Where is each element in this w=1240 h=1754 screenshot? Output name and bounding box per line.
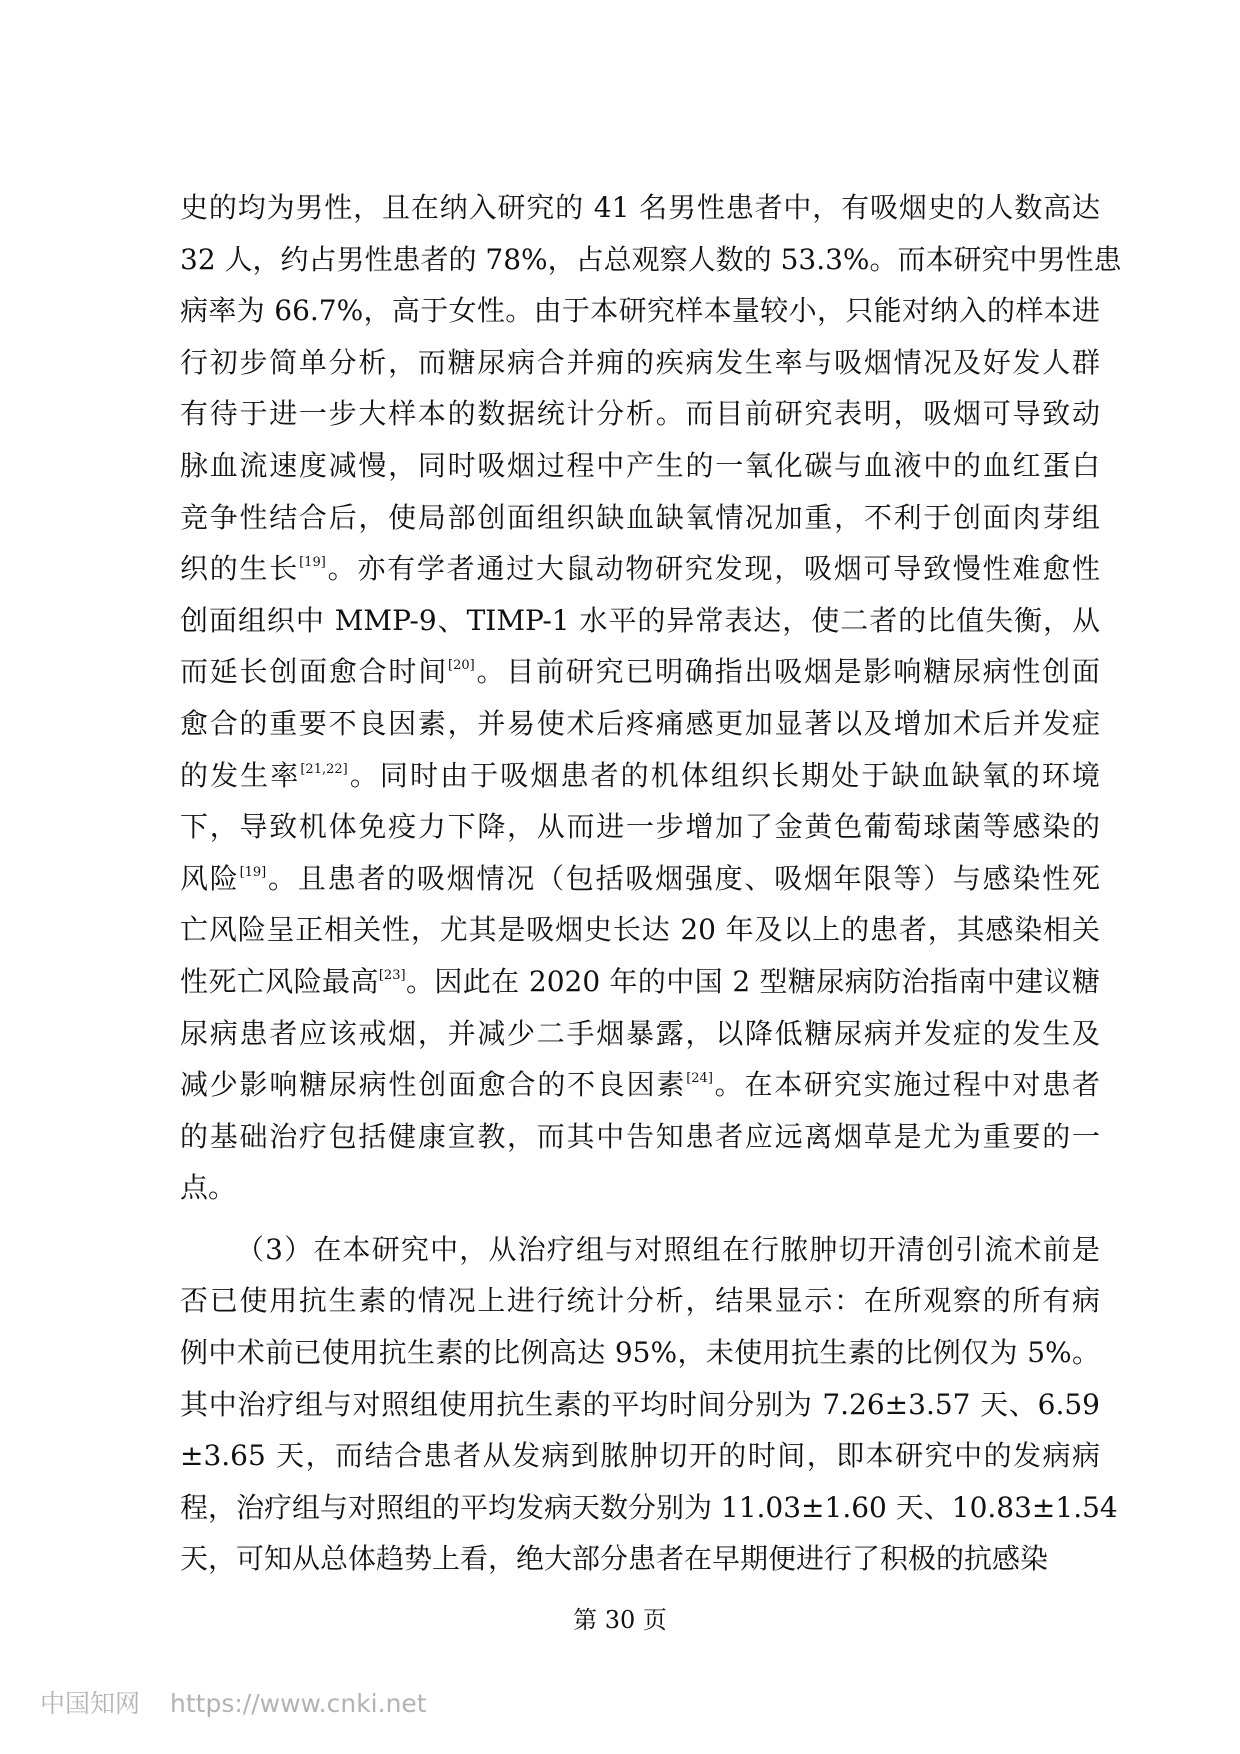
text-segment: 性死亡风险最高: [180, 964, 379, 998]
citation-ref: [24]: [686, 1071, 713, 1087]
paragraph-2: [180, 1224, 1118, 1585]
citation-ref: [20]: [448, 658, 475, 674]
text-line: 史的均为男性，且在纳入研究的 41 名男性患者中，有吸烟史的人数高达: [180, 191, 1100, 224]
paragraph-1: [180, 182, 1122, 1214]
paragraph-gap: [180, 1214, 1100, 1224]
text-line: [180, 750, 1100, 802]
text-segment: 而延长创面愈合时间: [180, 655, 448, 689]
text-segment: 的发生率: [180, 758, 301, 792]
text-line: 病率为 66.7%，高于女性。由于本研究样本量较小，只能对纳入的样本进: [180, 294, 1100, 328]
text-line: 亡风险呈正相关性，尤其是吸烟史长达 20 年及以上的患者，其感染相关: [180, 913, 1100, 947]
text-line: [180, 1059, 1100, 1111]
text-line: 点。: [180, 1171, 237, 1205]
text-line: 32 人，约占男性患者的 78%，占总观察人数的 53.3%。而本研究中男性患: [180, 242, 1122, 276]
text-line: 下，导致机体免疫力下降，从而进一步增加了金黄色葡萄球菌等感染的: [180, 810, 1100, 844]
citation-ref: [19]: [299, 555, 326, 571]
watermark-url: https://www.cnki.net: [170, 1689, 427, 1718]
text-segment: 。因此在 2020 年的中国 2 型糖尿病防治指南中建议糖: [405, 964, 1100, 998]
text-line: 创面组织中 MMP-9、TIMP-1 水平的异常表达，使二者的比值失衡，从: [180, 603, 1100, 637]
text-line: 有待于进一步大样本的数据统计分析。而目前研究表明，吸烟可导致动: [180, 397, 1100, 431]
text-line: [180, 853, 1100, 905]
watermark-brand: 中国知网: [40, 1689, 141, 1718]
text-line: [180, 646, 1100, 698]
text-segment: 。在本研究实施过程中对患者: [712, 1068, 1100, 1102]
text-segment: 织的生长: [180, 552, 300, 586]
text-segment: 。同时由于吸烟患者的机体组织长期处于缺血缺氧的环境: [347, 758, 1100, 792]
text-line: 否已使用抗生素的情况上进行统计分析，结果显示：在所观察的所有病: [180, 1284, 1100, 1318]
cnki-watermark: [40, 1684, 427, 1720]
text-segment: 。且患者的吸烟情况（包括吸烟强度、吸烟年限等）与感染性死: [266, 861, 1100, 895]
text-segment: 。目前研究已明确指出吸烟是影响糖尿病性创面: [474, 655, 1100, 689]
text-line: 愈合的重要不良因素，并易使术后疼痛感更加显著以及增加术后并发症: [180, 706, 1100, 740]
citation-ref: [23]: [378, 967, 406, 983]
citation-ref: [21,22]: [300, 761, 348, 777]
text-line: 尿病患者应该戒烟，并减少二手烟暴露，以降低糖尿病并发症的发生及: [180, 1016, 1100, 1050]
text-line: 竞争性结合后，使局部创面组织缺血缺氧情况加重，不利于创面肉芽组: [180, 500, 1100, 534]
text-line: （3）在本研究中，从治疗组与对照组在行脓肿切开清创引流术前是: [236, 1232, 1100, 1266]
citation-ref: [19]: [239, 864, 267, 880]
text-line: 其中治疗组与对照组使用抗生素的平均时间分别为 7.26±3.57 天、6.59: [180, 1387, 1100, 1421]
text-line: 例中术前已使用抗生素的比例高达 95%，未使用抗生素的比例仅为 5%。: [180, 1336, 1100, 1370]
text-line: 行初步简单分析，而糖尿病合并痈的疾病发生率与吸烟情况及好发人群: [180, 345, 1100, 379]
text-line: [180, 543, 1100, 595]
text-line: 的基础治疗包括健康宣教，而其中告知患者应远离烟草是尤为重要的一: [180, 1119, 1100, 1153]
text-segment: 减少影响糖尿病性创面愈合的不良因素: [180, 1068, 687, 1102]
text-segment: 。亦有学者通过大鼠动物研究发现，吸烟可导致慢性难愈性: [325, 552, 1100, 586]
body-text: [180, 182, 1122, 1585]
page-number: 第 30 页: [573, 1606, 667, 1634]
text-line: 天，可知从总体趋势上看，绝大部分患者在早期便进行了积极的抗感染: [180, 1542, 1049, 1576]
text-line: 程，治疗组与对照组的平均发病天数分别为 11.03±1.60 天、10.83±1.54: [180, 1490, 1118, 1524]
text-line: ±3.65 天，而结合患者从发病到脓肿切开的时间，即本研究中的发病病: [180, 1439, 1100, 1473]
text-line: 脉血流速度减慢，同时吸烟过程中产生的一氧化碳与血液中的血红蛋白: [180, 448, 1100, 482]
text-segment: 风险: [180, 861, 240, 895]
text-line: [180, 956, 1100, 1008]
